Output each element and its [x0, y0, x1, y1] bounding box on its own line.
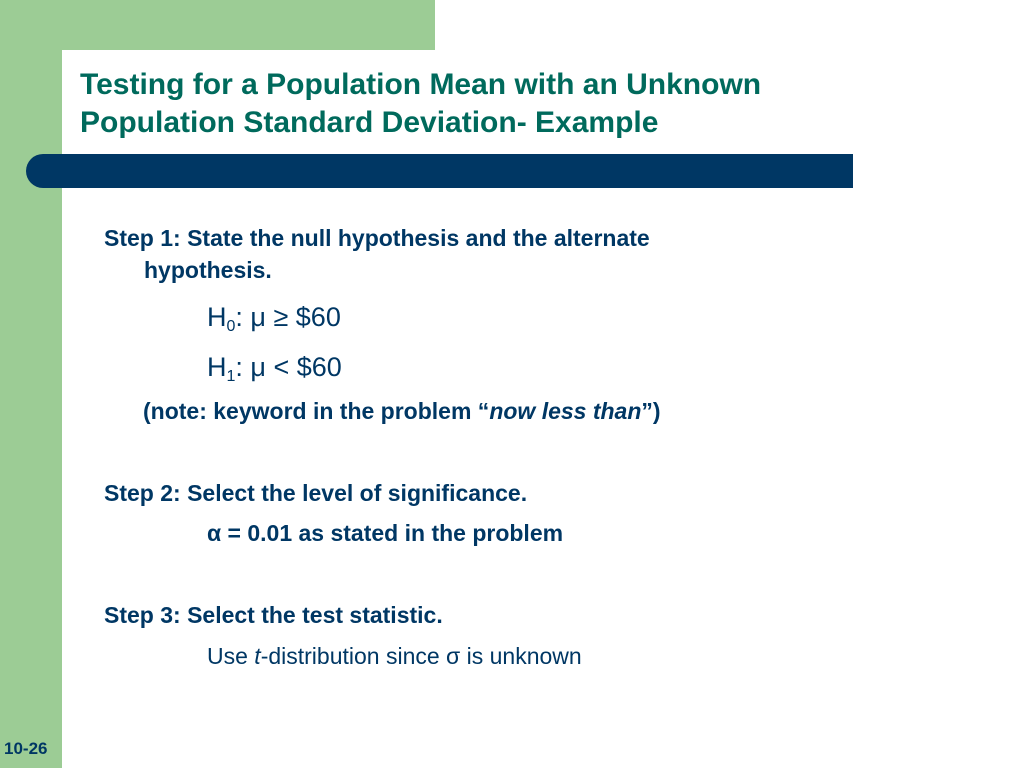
keyword-note-prefix: (note: keyword in the problem “: [143, 398, 490, 424]
alternate-hypothesis: [207, 351, 342, 393]
null-hypothesis-label: H: [207, 302, 227, 332]
test-statistic-prefix: Use: [207, 643, 255, 669]
step-1-heading: [104, 222, 824, 286]
step-2-heading: Step 2: Select the level of significance.: [104, 480, 528, 506]
null-hypothesis-expression: : μ ≥ $60: [235, 302, 341, 332]
slide-title-line-1: Testing for a Population Mean with an Unknown: [80, 68, 762, 101]
step-1-heading-continued: hypothesis.: [144, 257, 272, 283]
slide-title-line-2: Population Standard Deviation- Example: [80, 106, 659, 139]
slide-number: 10-26: [4, 739, 48, 758]
null-hypothesis: [207, 301, 341, 343]
test-statistic-t: t: [254, 643, 261, 669]
keyword-note-keyword: now less than: [489, 398, 642, 424]
alternate-hypothesis-label: H: [207, 352, 227, 382]
step-1-heading-text: Step 1: State the null hypothesis and the alternate: [104, 225, 650, 251]
alternate-hypothesis-subscript: 1: [226, 368, 236, 385]
significance-level: α = 0.01 as stated in the problem: [207, 520, 564, 546]
alternate-hypothesis-expression: : μ < $60: [235, 352, 342, 382]
step-3-heading: Step 3: Select the test statistic.: [104, 602, 443, 628]
test-statistic-detail: [207, 640, 582, 672]
test-statistic-suffix: -distribution since σ is unknown: [260, 643, 582, 669]
keyword-note: [143, 395, 661, 427]
keyword-note-suffix: ”): [641, 398, 661, 424]
null-hypothesis-subscript: 0: [226, 318, 236, 335]
